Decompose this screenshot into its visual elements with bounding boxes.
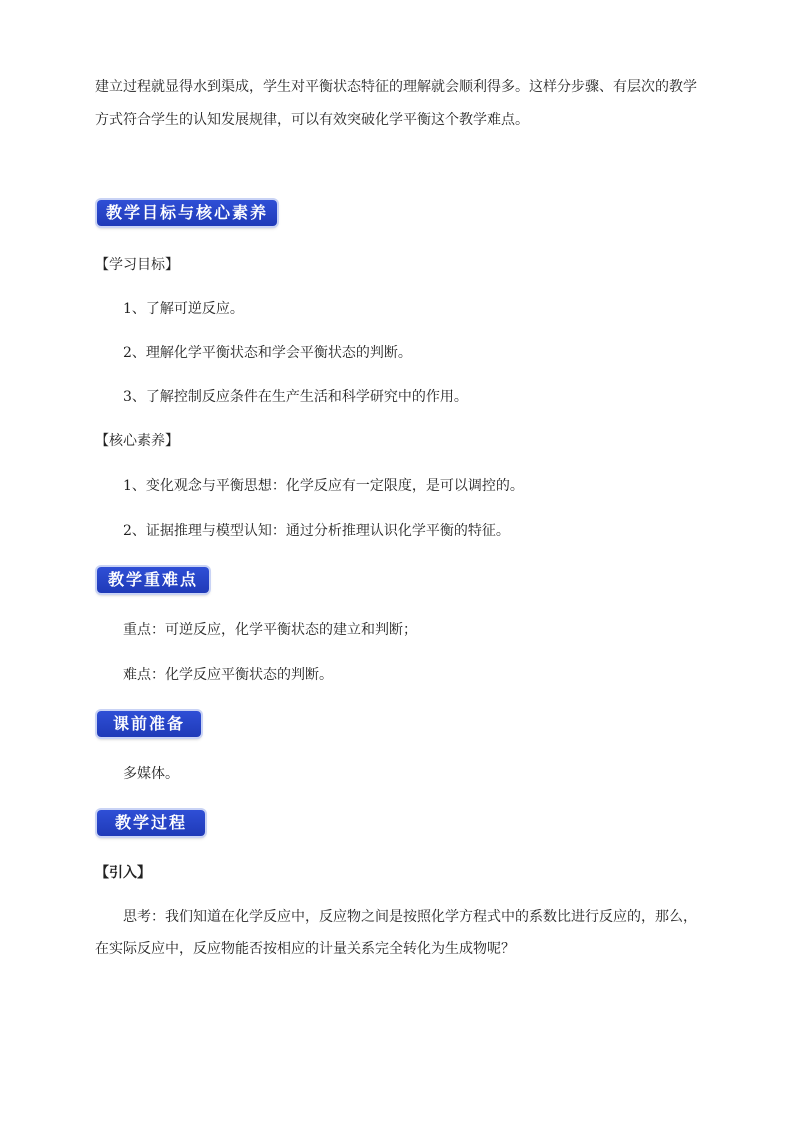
learning-objectives-label: 【学习目标】 <box>95 257 179 273</box>
difficult-point-text: 难点：化学反应平衡状态的判断。 <box>123 667 333 683</box>
intro-line-2: 方式符合学生的认知发展规律，可以有效突破化学平衡这个教学难点。 <box>95 112 529 128</box>
process-heading-badge: 教学过程 <box>97 810 205 836</box>
think-question-line-1: 思考：我们知道在化学反应中，反应物之间是按照化学方程式中的系数比进行反应的，那么， <box>123 909 697 925</box>
key-point-text: 重点：可逆反应，化学平衡状态的建立和判断； <box>123 622 417 638</box>
learning-objective-item: 1、了解可逆反应。 <box>123 301 244 317</box>
think-question-line-2: 在实际反应中，反应物能否按相应的计量关系完全转化为生成物呢？ <box>95 941 515 957</box>
learning-objective-item: 3、了解控制反应条件在生产生活和科学研究中的作用。 <box>123 389 468 405</box>
key-points-heading-badge: 教学重难点 <box>97 567 209 593</box>
preparation-text: 多媒体。 <box>123 766 179 782</box>
objectives-heading-badge: 教学目标与核心素养 <box>97 200 277 226</box>
intro-section-label: 【引入】 <box>95 865 151 881</box>
intro-line-1: 建立过程就显得水到渠成，学生对平衡状态特征的理解就会顺利得多。这样分步骤、有层次的教学 <box>95 79 697 95</box>
preparation-heading-badge: 课前准备 <box>97 711 201 737</box>
learning-objective-item: 2、理解化学平衡状态和学会平衡状态的判断。 <box>123 345 412 361</box>
core-literacy-label: 【核心素养】 <box>95 433 179 449</box>
core-literacy-item: 2、证据推理与模型认知：通过分析推理认识化学平衡的特征。 <box>123 523 510 539</box>
core-literacy-item: 1、变化观念与平衡思想：化学反应有一定限度，是可以调控的。 <box>123 478 524 494</box>
